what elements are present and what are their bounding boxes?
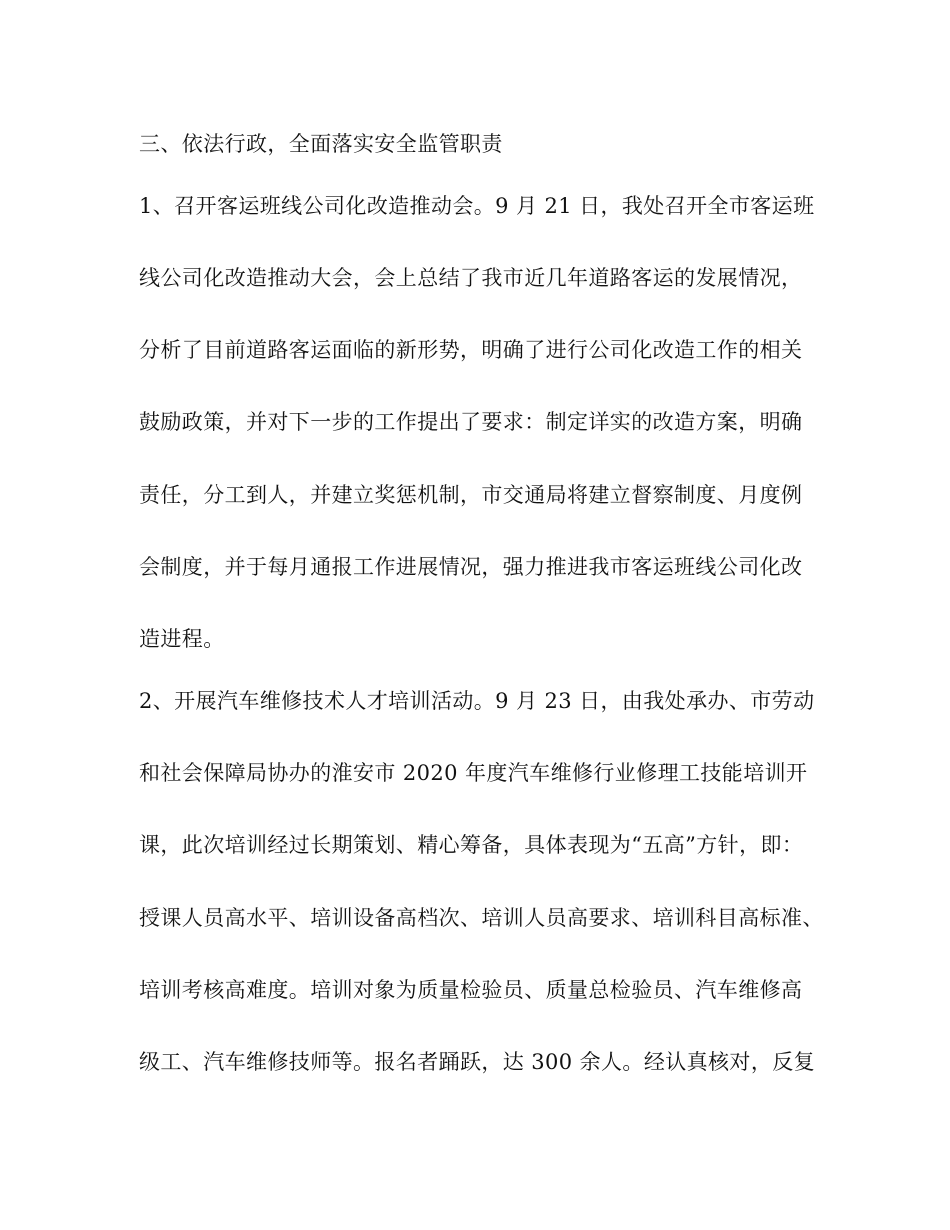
paragraph-2-line-3: 课，此次培训经过长期策划、精心筹备，具体表现为“五高”方针，即： (139, 833, 804, 857)
paragraph-1-line-7: 造进程。 (139, 627, 225, 651)
paragraph-2-line-2: 和社会保障局协办的淮安市 2020 年度汽车维修行业修理工技能培训开 (139, 761, 808, 785)
paragraph-1-line-5: 责任，分工到人，并建立奖惩机制，市交通局将建立督察制度、月度例 (139, 483, 803, 507)
paragraph-2-line-4: 授课人员高水平、培训设备高档次、培训人员高要求、培训科目高标准、 (139, 906, 824, 930)
section-heading: 三、依法行政，全面落实安全监管职责 (139, 132, 503, 156)
paragraph-1-line-6: 会制度，并于每月通报工作进展情况，强力推进我市客运班线公司化改 (139, 555, 803, 579)
paragraph-2-line-6: 级工、汽车维修技师等。报名者踊跃，达 300 余人。经认真核对，反复 (139, 1050, 816, 1074)
paragraph-1-line-2: 线公司化改造推动大会，会上总结了我市近几年道路客运的发展情况， (139, 266, 803, 290)
paragraph-2-line-5: 培训考核高难度。培训对象为质量检验员、质量总检验员、汽车维修高 (139, 978, 803, 1002)
paragraph-1-line-1: 1、召开客运班线公司化改造推动会。9 月 21 日，我处召开全市客运班 (139, 194, 815, 218)
paragraph-1-line-4: 鼓励政策，并对下一步的工作提出了要求：制定详实的改造方案，明确 (139, 410, 803, 434)
paragraph-1-line-3: 分析了目前道路客运面临的新形势，明确了进行公司化改造工作的相关 (139, 338, 803, 362)
paragraph-2-line-1: 2、开展汽车维修技术人才培训活动。9 月 23 日，由我处承办、市劳动 (139, 689, 815, 713)
